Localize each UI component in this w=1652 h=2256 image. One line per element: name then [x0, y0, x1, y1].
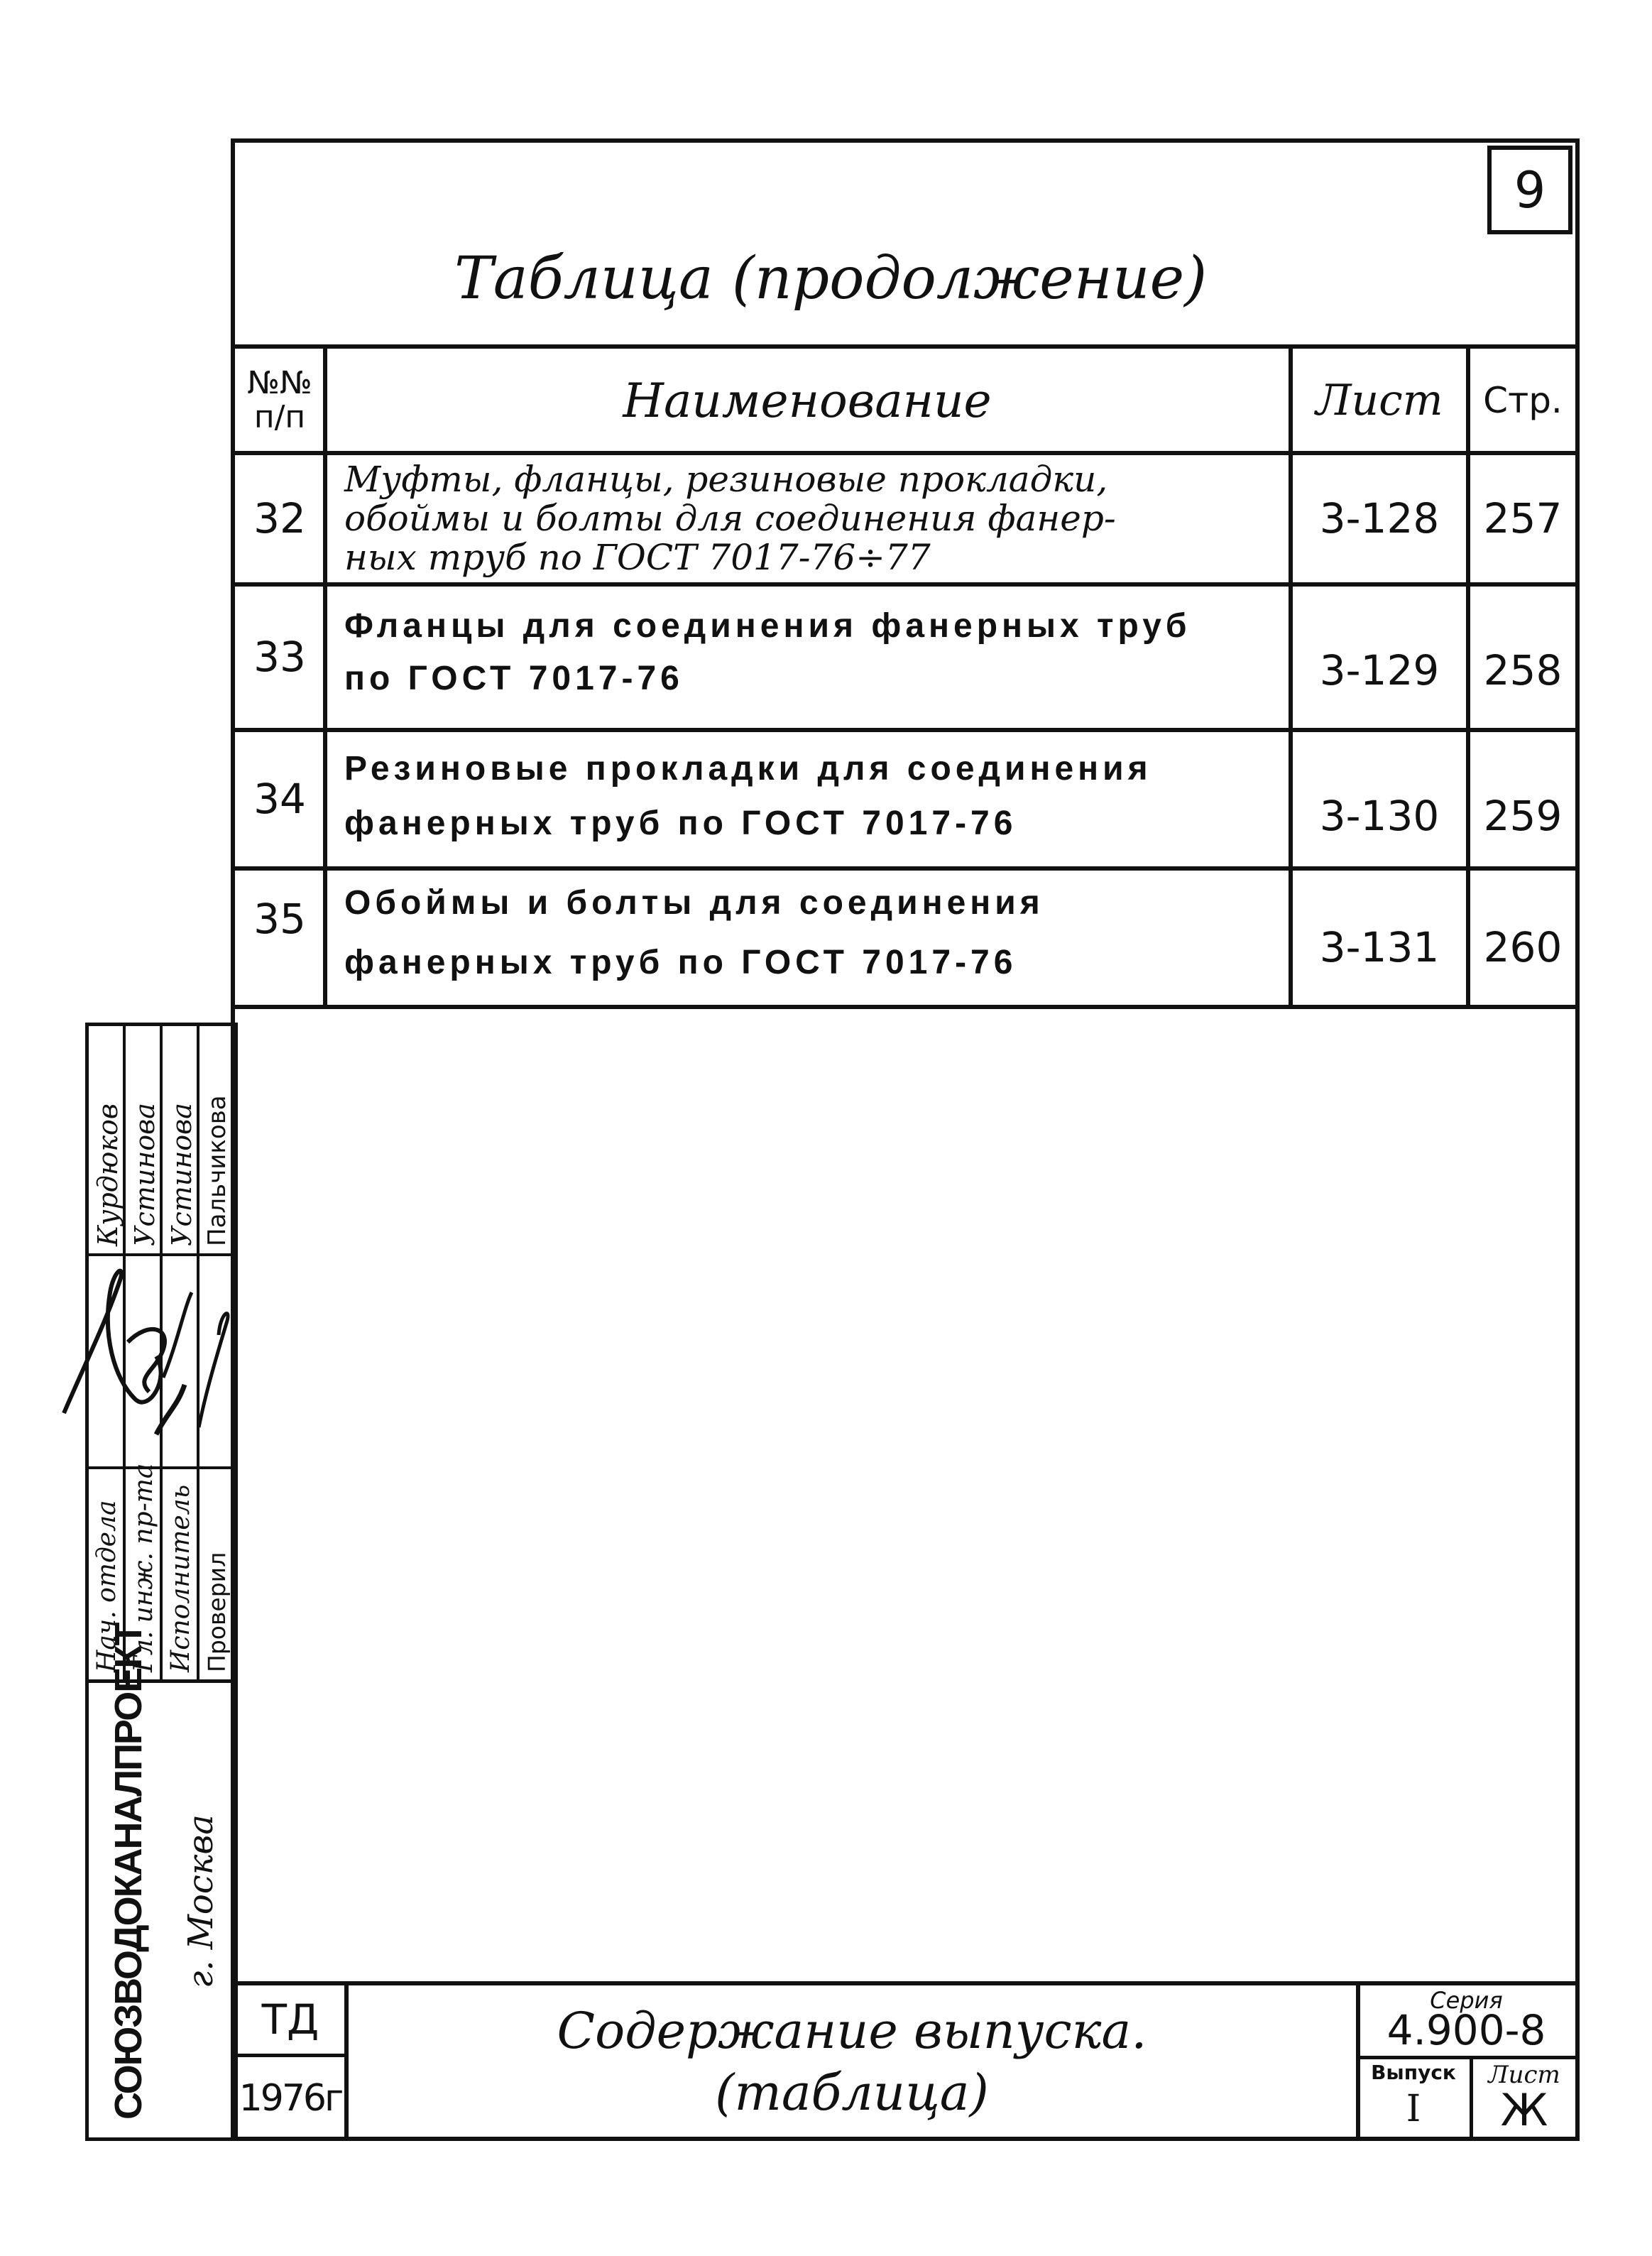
row-page: 257: [1483, 494, 1563, 543]
header-page: Стр.: [1483, 380, 1563, 421]
header-sheet: Лист: [1315, 376, 1443, 425]
sheet-label: Лист: [1488, 2061, 1560, 2089]
stamp-role: Гл. инж. пр-та: [129, 1463, 158, 1672]
row-sheet: 3-129: [1319, 646, 1440, 694]
stamp-name: Устинова: [166, 1103, 197, 1246]
row-32-bottom-line: [234, 582, 1576, 587]
row-35-bottom-line: [234, 1005, 1576, 1009]
stamp-name: Курдюков: [92, 1103, 124, 1246]
row-name: Обоймы и болты для соединения фанерных труб по ГОСТ 7017-76: [344, 884, 1044, 981]
title-block-year: 1976г: [239, 2077, 342, 2120]
table-top-line: [234, 344, 1576, 349]
row-name: Резиновые прокладки для соединения фанерных труб по ГОСТ 7017-76: [344, 750, 1152, 842]
sheet-value: Ж: [1500, 2084, 1548, 2136]
row-name: Муфты, фланцы, резиновые прокладки, обоймы и болты для соединения фанер- ных труб по ГОСТ 7017-76÷77: [344, 459, 1116, 578]
issue-sheet-divider: [1470, 2056, 1473, 2141]
issue-label: Выпуск: [1371, 2061, 1456, 2084]
header-num: №№ п/п: [247, 364, 312, 435]
sheet-number: 9: [1514, 160, 1546, 219]
sheet-number-box: [1487, 146, 1572, 234]
title-block-title: Содержание выпуска. (таблица): [557, 2001, 1147, 2122]
stamp-role: Исполнитель: [166, 1484, 195, 1672]
series-label: Серия: [1430, 1987, 1503, 2014]
row-sheet: 3-128: [1319, 494, 1440, 543]
header-name: Наименование: [623, 373, 992, 428]
stamp-name: Устинова: [129, 1103, 160, 1246]
row-num: 32: [253, 494, 306, 543]
code-year-divider: [234, 2054, 346, 2057]
col-num-divider: [323, 344, 327, 1009]
row-num: 33: [253, 633, 306, 681]
row-34-bottom-line: [234, 866, 1576, 871]
stamp-role: Нач. отдела: [92, 1500, 121, 1672]
title-block-code: ТД: [261, 1995, 319, 2044]
row-num: 35: [253, 895, 306, 943]
row-sheet: 3-131: [1319, 923, 1440, 971]
row-name: Фланцы для соединения фанерных труб по ГОСТ 7017-76: [344, 607, 1191, 698]
city: г. Москва: [181, 1814, 221, 1988]
table-title: Таблица (продолжение): [454, 245, 1208, 312]
stamp-role: Проверил: [203, 1552, 231, 1672]
issue-value: I: [1406, 2088, 1421, 2130]
title-block-left-divider: [344, 1981, 349, 2141]
row-sheet: 3-130: [1319, 792, 1440, 840]
row-page: 260: [1483, 923, 1563, 971]
row-num: 34: [253, 775, 306, 823]
row-page: 259: [1483, 792, 1563, 840]
series-value: 4.900-8: [1386, 2006, 1546, 2054]
col-name-divider: [1289, 344, 1293, 1009]
row-33-bottom-line: [234, 728, 1576, 732]
signatures: [43, 1236, 248, 1463]
stamp-name: Пальчикова: [203, 1095, 231, 1246]
organization: СОЮЗВОДОКАНАЛПРОЕКТ: [107, 1623, 150, 2120]
title-block-top-line: [234, 1981, 1576, 1985]
row-page: 258: [1483, 646, 1563, 694]
col-sheet-divider: [1466, 344, 1470, 1009]
series-divider: [1356, 2056, 1576, 2059]
